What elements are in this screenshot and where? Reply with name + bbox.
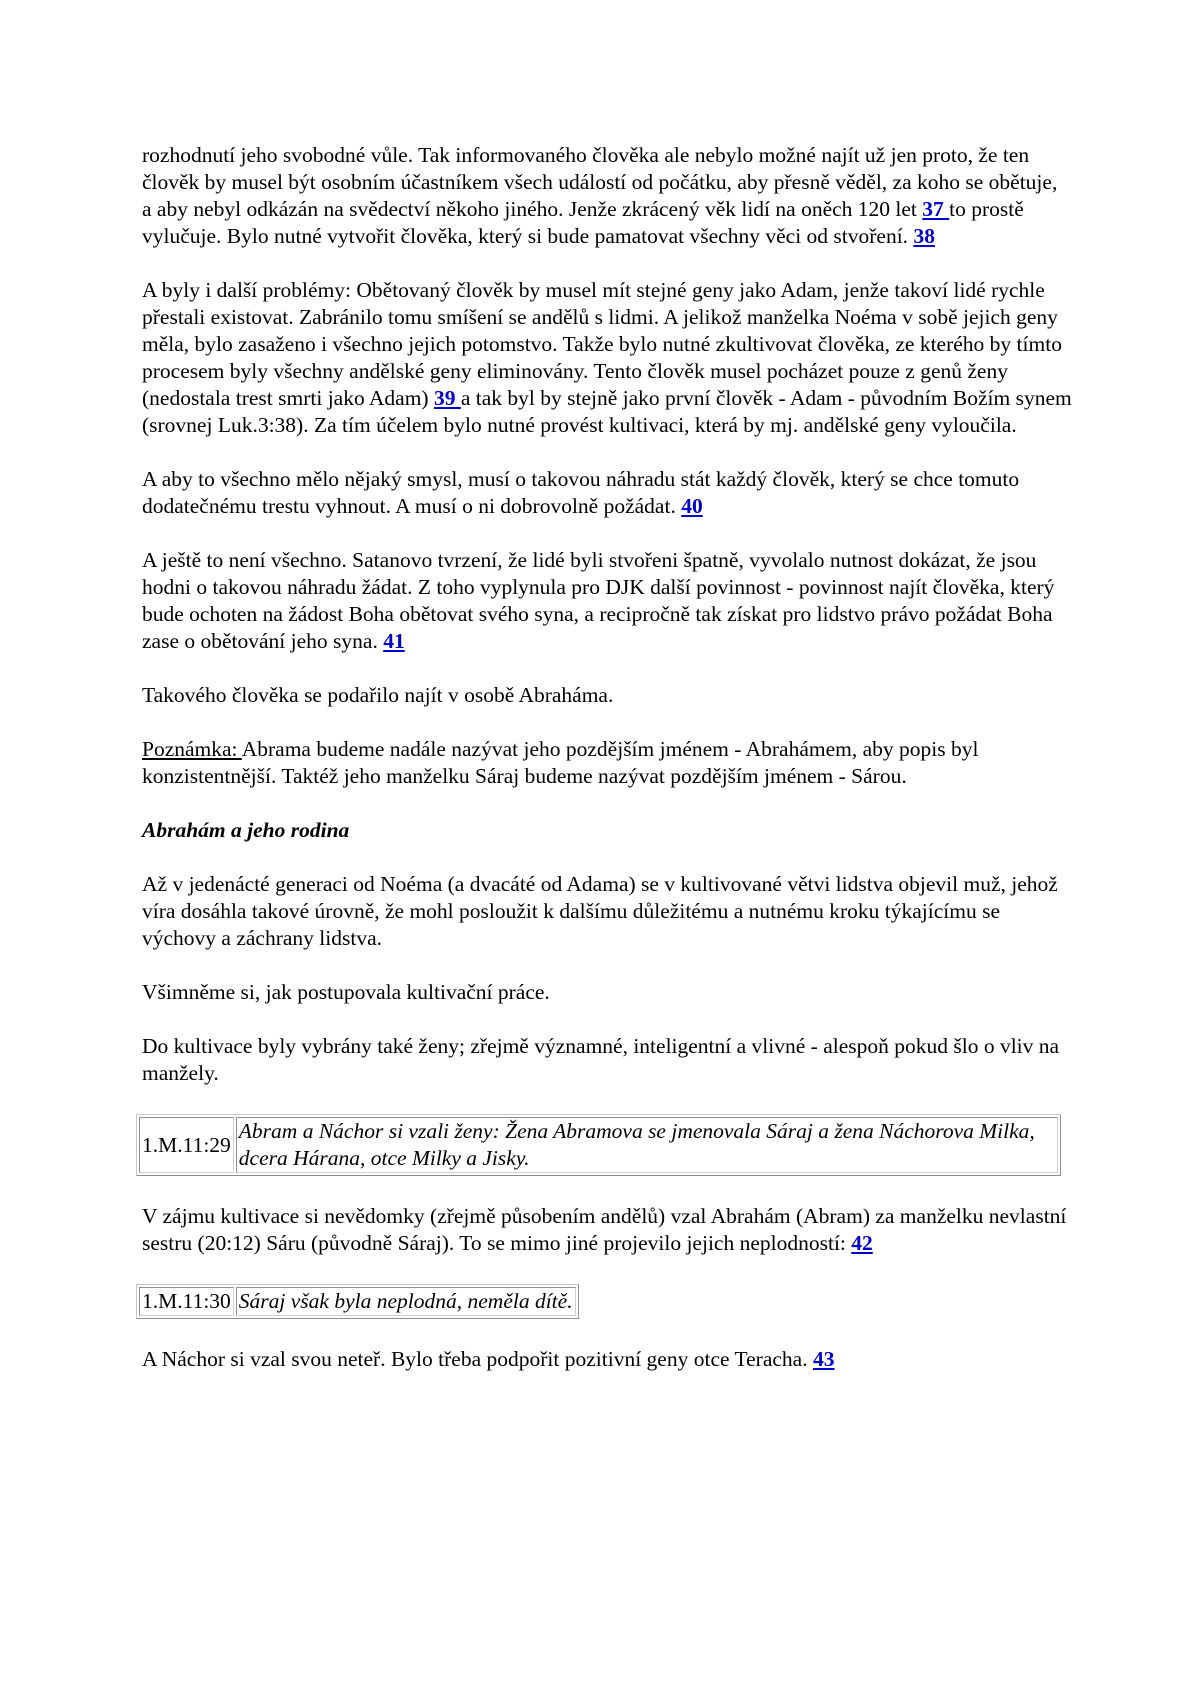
verse-text: Abram a Náchor si vzali ženy: Žena Abramova se jmenovala Sáraj a žena Náchorova Milka, dcera Hárana, otce Milky a Jisky. [236, 1117, 1058, 1173]
footnote-link-43[interactable]: 43 [812, 1347, 835, 1371]
paragraph: Takového člověka se podařilo najít v osobě Abraháma. [142, 683, 614, 707]
document-page [142, 142, 1072, 1400]
footnote-link-40[interactable]: 40 [681, 494, 703, 518]
verse-table [136, 1114, 1061, 1176]
paragraph: Až v jedenácté generaci od Noéma (a dvacáté od Adama) se v kultivované větvi lidstva objevil muž, jehož víra dosáhla takové úrovně, že mohl posloužit k dalšímu důležitému a nutnému kroku týkajícímu se výchovy a záchrany lidstva. [142, 872, 1058, 950]
note-paragraph: Poznámka: Abrama budeme nadále nazývat jeho pozdějším jménem - Abrahámem, aby popis byl konzistentnější. Taktéž jeho manželku Sáraj budeme nazývat pozdějším jménem - Sárou. [142, 737, 979, 788]
paragraph: Do kultivace byly vybrány také ženy; zřejmě významné, inteligentní a vlivné - alespoň pokud šlo o vliv na manžely. [142, 1034, 1060, 1085]
paragraph: rozhodnutí jeho svobodné vůle. Tak informovaného člověka ale nebylo možné najít už jen proto, že ten člověk by musel být osobním účastníkem všech událostí od počátku, aby přesně věděl, za koho se obětuje, a aby nebyl odkázán na svědectví někoho jiného. Jenže zkrácený věk lidí na oněch 120 let 37 to prostě vylučuje. Bylo nutné vytvořit člověka, který si bude pamatovat všechny věci od stvoření. 38 [142, 143, 1058, 248]
footnote-link-41[interactable]: 41 [383, 629, 405, 653]
note-label: Poznámka: [142, 737, 242, 761]
footnote-link-38[interactable]: 38 [913, 224, 935, 248]
paragraph: V zájmu kultivace si nevědomky (zřejmě působením andělů) vzal Abrahám (Abram) za manželku nevlastní sestru (20:12) Sáru (původně Sáraj). To se mimo jiné projevilo jejich neplodností: 42 [142, 1204, 1067, 1255]
paragraph: A aby to všechno mělo nějaký smysl, musí o takovou náhradu stát každý člověk, který se chce tomuto dodatečnému trestu vyhnout. A musí o ni dobrovolně požádat. 40 [142, 467, 1020, 518]
verse-reference: 1.M.11:29 [139, 1117, 234, 1173]
footnote-link-39[interactable]: 39 [433, 386, 461, 410]
footnote-link-37[interactable]: 37 [922, 197, 950, 221]
footnote-link-42[interactable]: 42 [851, 1231, 873, 1255]
verse-text: Sáraj však byla neplodná, neměla dítě. [236, 1287, 576, 1316]
verse-table [136, 1284, 579, 1319]
verse-row [139, 1287, 576, 1316]
paragraph: A byly i další problémy: Obětovaný člověk by musel mít stejné geny jako Adam, jenže takoví lidé rychle přestali existovat. Zabránilo tomu smíšení se andělů s lidmi. A jelikož manželka Noéma v sobě jejich geny měla, bylo zasaženo i všechno jejich potomstvo. Takže bylo nutné zkultivovat člověka, ze kterého by tímto procesem byly všechny andělské geny eliminovány. Tento člověk musel pocházet pouze z genů ženy (nedostala trest smrti jako Adam) 39 a tak byl by stejně jako první člověk - Adam - původním Božím synem (srovnej Luk.3:38). Za tím účelem bylo nutné provést kultivaci, která by mj. andělské geny vyloučila. [142, 278, 1072, 437]
verse-row [139, 1117, 1058, 1173]
paragraph: A Náchor si vzal svou neteř. Bylo třeba podpořit pozitivní geny otce Teracha. 43 [142, 1347, 835, 1371]
verse-reference: 1.M.11:30 [139, 1287, 234, 1316]
paragraph: A ještě to není všechno. Satanovo tvrzení, že lidé byli stvořeni špatně, vyvolalo nutnost dokázat, že jsou hodni o takovou náhradu žádat. Z toho vyplynula pro DJK další povinnost - povinnost najít člověka, který bude ochoten na žádost Boha obětovat svého syna, a recipročně tak získat pro lidstvo právo požádat Boha zase o obětování jeho syna. 41 [142, 548, 1055, 653]
paragraph: Všimněme si, jak postupovala kultivační práce. [142, 980, 550, 1004]
section-heading: Abrahám a jeho rodina [142, 818, 350, 842]
